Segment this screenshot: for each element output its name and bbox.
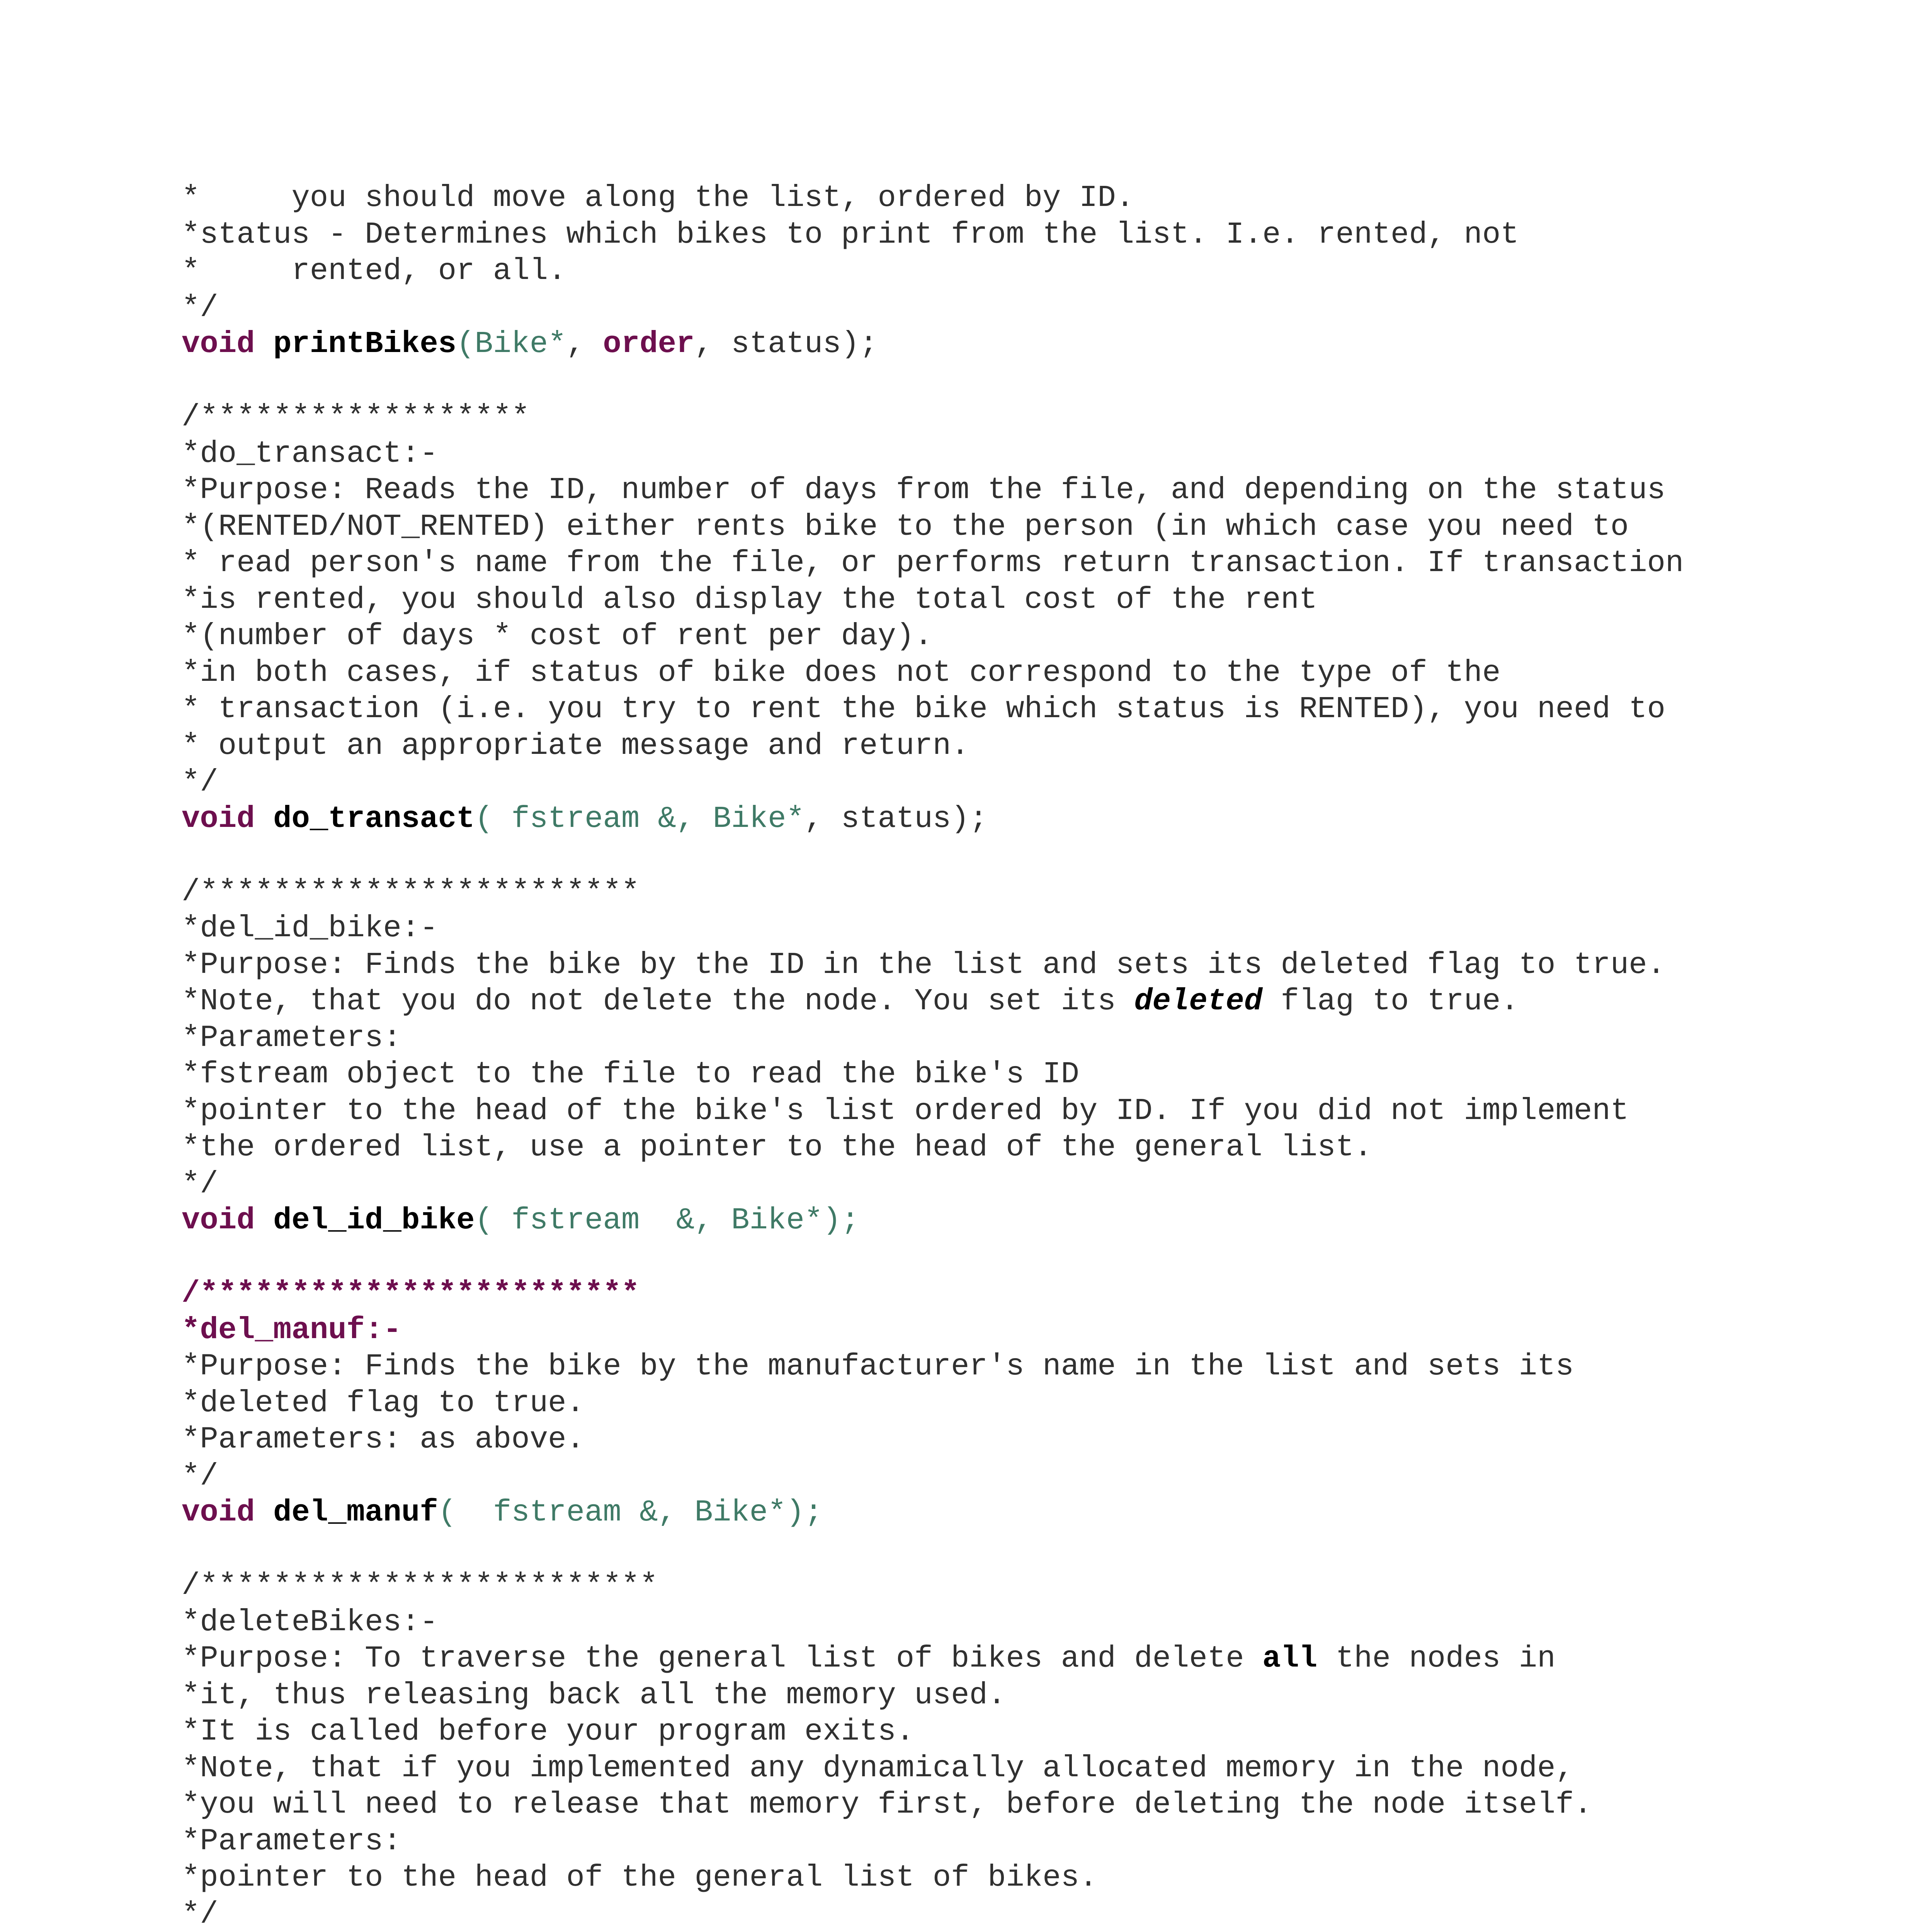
function-name: del_id_bike — [273, 1203, 475, 1238]
param-rest: , status); — [694, 327, 878, 361]
comment-line: * output an appropriate message and return. — [182, 728, 969, 763]
del-id-bike-declaration — [182, 1202, 1843, 1239]
param-type: (Bike* — [456, 327, 566, 361]
keyword: void — [182, 1495, 255, 1530]
function-name: printBikes — [273, 327, 457, 361]
print-bikes-comment — [182, 180, 1843, 326]
print-bikes-declaration — [182, 326, 1843, 362]
del-manuf-declaration — [182, 1494, 1843, 1531]
comment-line: *deleted flag to true. — [182, 1385, 585, 1420]
comment-line: *Parameters: as above. — [182, 1422, 585, 1457]
comment-line: /************************ — [182, 874, 640, 909]
keyword: void — [182, 801, 255, 836]
delete-bikes-comment — [182, 1567, 1843, 1932]
comment-line: *Parameters: — [182, 1823, 401, 1859]
param-types: ( fstream &, Bike* — [474, 801, 804, 836]
comment-line: *fstream object to the file to read the bike's ID — [182, 1057, 1079, 1092]
comment-line: *status - Determines which bikes to print from the list. I.e. rented, not — [182, 217, 1519, 252]
note-prefix: *Note, that you do not delete the node. You set its — [182, 984, 1134, 1019]
comment-line: * rented, or all. — [182, 253, 566, 288]
comment-line: */ — [182, 765, 218, 799]
comment-line: *(RENTED/NOT_RENTED) either rents bike to the person (in which case you need to — [182, 509, 1629, 544]
comment-line: * you should move along the list, ordered by ID. — [182, 180, 1134, 215]
comment-line: /************************ — [182, 1276, 640, 1311]
del-id-bike-comment — [182, 874, 1843, 1202]
blank-line — [182, 362, 1843, 399]
do-transact-comment — [182, 399, 1843, 801]
comment-line: *is rented, you should also display the total cost of the rent — [182, 582, 1318, 617]
comment-line: *del_id_bike:- — [182, 911, 438, 946]
comment-line: */ — [182, 1896, 218, 1932]
comment-line: *do_transact:- — [182, 436, 438, 471]
param-order: order — [603, 327, 695, 361]
comment-line: *Purpose: Finds the bike by the manufacturer's name in the list and sets its — [182, 1349, 1574, 1384]
do-transact-declaration — [182, 801, 1843, 837]
comment-line: * transaction (i.e. you try to rent the bike which status is RENTED), you need to — [182, 692, 1666, 726]
purpose-prefix: *Purpose: To traverse the general list of bikes and delete — [182, 1641, 1263, 1676]
comment-line — [182, 1640, 1843, 1677]
comment-line: */ — [182, 290, 218, 325]
param-rest: , status); — [804, 801, 988, 836]
note-suffix: flag to true. — [1262, 984, 1519, 1019]
param-list: ( fstream &, Bike*); — [474, 1203, 860, 1238]
comment-line: /****************** — [182, 400, 530, 434]
comment-line: *pointer to the head of the general list of bikes. — [182, 1860, 1098, 1895]
param-list: ( fstream &, Bike*); — [438, 1495, 823, 1530]
comment-line: *in both cases, if status of bike does not correspond to the type of the — [182, 655, 1501, 690]
comment-line: *del_manuf:- — [182, 1312, 401, 1347]
keyword: void — [182, 1203, 255, 1238]
comment-line: *Purpose: Reads the ID, number of days from the file, and depending on the status — [182, 473, 1666, 507]
function-name: del_manuf — [273, 1495, 438, 1530]
purpose-strong: all — [1262, 1641, 1318, 1676]
blank-line — [182, 837, 1843, 874]
comment-line: *pointer to the head of the bike's list ordered by ID. If you did not implement — [182, 1093, 1629, 1128]
del-manuf-comment — [182, 1275, 1843, 1494]
comment-line: *Parameters: — [182, 1020, 401, 1055]
comment-line: *the ordered list, use a pointer to the head of the general list. — [182, 1130, 1372, 1165]
code-page — [182, 180, 1843, 1932]
function-name: do_transact — [273, 801, 475, 836]
comment-line: /************************* — [182, 1568, 658, 1603]
comment-line: *it, thus releasing back all the memory used. — [182, 1677, 1006, 1713]
comment-line: *you will need to release that memory first, before deleting the node itself. — [182, 1787, 1592, 1822]
comment-line: *It is called before your program exits. — [182, 1714, 915, 1749]
blank-line — [182, 1531, 1843, 1568]
comment-line: */ — [182, 1458, 218, 1493]
purpose-suffix: the nodes in — [1317, 1641, 1556, 1676]
comment-line: *deleteBikes:- — [182, 1604, 438, 1639]
comment-line: *(number of days * cost of rent per day). — [182, 619, 933, 653]
comment-line: *Note, that if you implemented any dynamically allocated memory in the node, — [182, 1750, 1574, 1786]
keyword: void — [182, 327, 255, 361]
comment-line — [182, 983, 1843, 1020]
note-emphasis: deleted — [1134, 984, 1263, 1019]
blank-line — [182, 1239, 1843, 1276]
param-sep: , — [566, 327, 603, 361]
comment-line: *Purpose: Finds the bike by the ID in the list and sets its deleted flag to true. — [182, 947, 1666, 982]
comment-line: * read person's name from the file, or performs return transaction. If transaction — [182, 546, 1684, 580]
comment-line: */ — [182, 1166, 218, 1201]
